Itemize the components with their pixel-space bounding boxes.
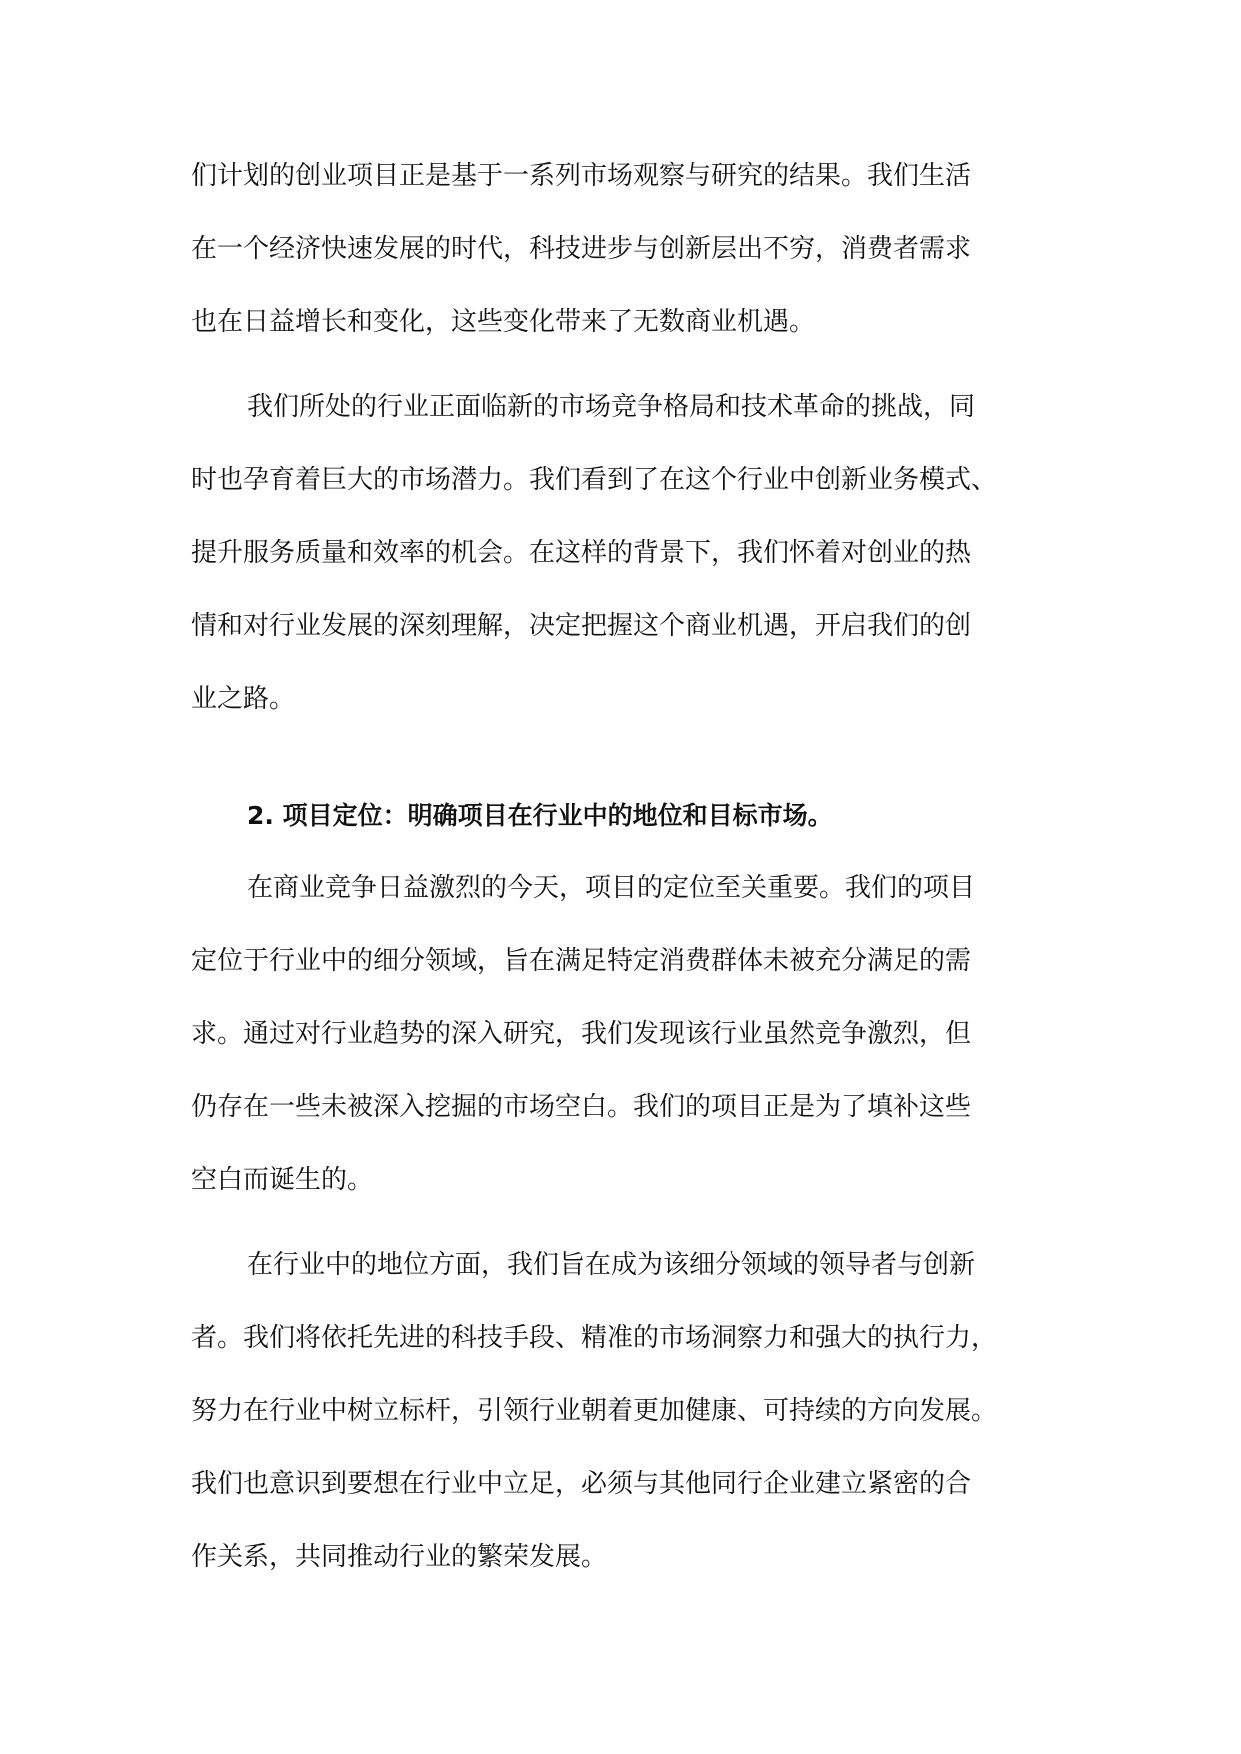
- paragraph-2: [191, 371, 1051, 736]
- spacer: [191, 1217, 1051, 1229]
- paragraph-4-line-5: 作关系，共同推动行业的繁荣发展。: [191, 1542, 608, 1572]
- paragraph-4-line-1: 在行业中的地位方面，我们旨在成为该细分领域的领导者与创新: [247, 1250, 976, 1280]
- paragraph-1-line-3: 也在日益增长和变化，这些变化带来了无数商业机遇。: [191, 307, 816, 337]
- paragraph-2-line-2: 时也孕育着巨大的市场潜力。我们看到了在这个行业中创新业务模式、: [191, 465, 998, 495]
- paragraph-2-line-5: 业之路。: [191, 684, 296, 714]
- paragraph-3-line-3: 求。通过对行业趋势的深入研究，我们发现该行业虽然竞争激烈，但: [191, 1019, 972, 1049]
- document-body: [191, 140, 1051, 1594]
- paragraph-2-line-1: 我们所处的行业正面临新的市场竞争格局和技术革命的挑战，同: [247, 392, 976, 422]
- paragraph-4-line-2: 者。我们将依托先进的科技手段、精准的市场洞察力和强大的执行力，: [191, 1323, 998, 1353]
- paragraph-3-line-1: 在商业竞争日益激烈的今天，项目的定位至关重要。我们的项目: [247, 873, 976, 903]
- paragraph-2-line-3: 提升服务质量和效率的机会。在这样的背景下，我们怀着对创业的热: [191, 538, 972, 568]
- paragraph-4: [191, 1229, 1051, 1594]
- paragraph-3: [191, 852, 1051, 1217]
- paragraph-4-line-3: 努力在行业中树立标杆，引领行业朝着更加健康、可持续的方向发展。: [191, 1396, 998, 1426]
- paragraph-4-line-4: 我们也意识到要想在行业中立足，必须与其他同行企业建立紧密的合: [191, 1469, 972, 1499]
- section-heading: 2. 项目定位：明确项目在行业中的地位和目标市场。: [247, 801, 833, 830]
- paragraph-3-line-5: 空白而诞生的。: [191, 1165, 374, 1195]
- paragraph-1-line-2: 在一个经济快速发展的时代，科技进步与创新层出不穷，消费者需求: [191, 234, 972, 264]
- paragraph-3-line-2: 定位于行业中的细分领域，旨在满足特定消费群体未被充分满足的需: [191, 946, 972, 976]
- spacer: [191, 359, 1051, 371]
- paragraph-2-line-4: 情和对行业发展的深刻理解，决定把握这个商业机遇，开启我们的创: [191, 611, 972, 641]
- paragraph-1: [191, 140, 1051, 359]
- paragraph-1-line-1: 们计划的创业项目正是基于一系列市场观察与研究的结果。我们生活: [191, 161, 972, 191]
- spacer: [191, 736, 1051, 779]
- paragraph-3-line-4: 仍存在一些未被深入挖掘的市场空白。我们的项目正是为了填补这些: [191, 1092, 972, 1122]
